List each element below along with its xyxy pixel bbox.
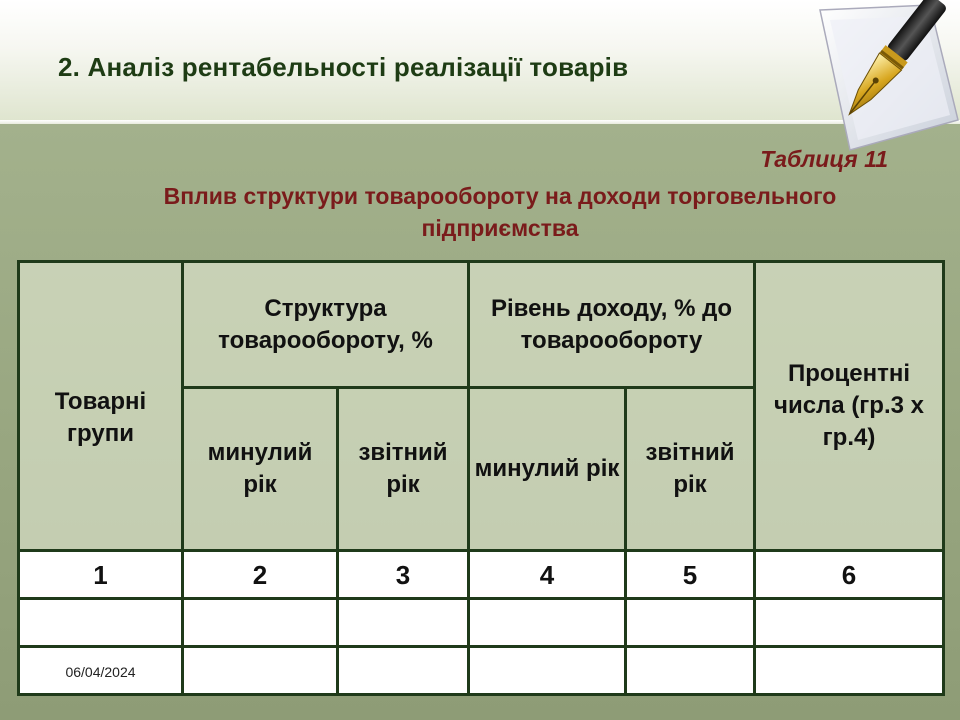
column-number-6: 6 xyxy=(755,551,944,599)
table-cell xyxy=(338,599,469,647)
slide-date: 06/04/2024 xyxy=(65,663,136,680)
table-cell xyxy=(338,647,469,695)
table-row xyxy=(19,647,944,695)
data-table xyxy=(17,260,945,696)
table-cell xyxy=(469,599,626,647)
table-caption-line2: підприємства xyxy=(421,215,579,241)
table-cell xyxy=(755,647,944,695)
header-income-level: Рівень доходу, % до товарообороту xyxy=(469,262,755,388)
table-cell xyxy=(755,599,944,647)
header-percent-numbers: Процентні числа (гр.3 х гр.4) xyxy=(755,262,944,551)
header-goods-groups: Товарні групи xyxy=(19,262,183,551)
table-cell xyxy=(626,599,755,647)
column-number-4: 4 xyxy=(469,551,626,599)
table-cell xyxy=(183,647,338,695)
table-cell xyxy=(626,647,755,695)
table-row xyxy=(19,599,944,647)
table-cell xyxy=(19,647,183,695)
fountain-pen-icon xyxy=(800,0,960,160)
subheader-previous-year-1: минулий рік xyxy=(183,388,338,551)
column-number-1: 1 xyxy=(19,551,183,599)
slide-title: 2. Аналіз рентабельності реалізації товарів xyxy=(58,52,629,82)
table-cell xyxy=(183,599,338,647)
table-cell xyxy=(469,647,626,695)
table-caption-line1: Вплив структури товарообороту на доходи торговельного xyxy=(163,183,837,209)
column-number-3: 3 xyxy=(338,551,469,599)
subheader-current-year-1: звітний рік xyxy=(338,388,469,551)
subheader-current-year-2: звітний рік xyxy=(626,388,755,551)
header-turnover-structure: Структура товарообороту, % xyxy=(183,262,469,388)
table-cell xyxy=(19,599,183,647)
table-number: Таблиця 11 xyxy=(760,146,888,172)
table-caption xyxy=(40,180,960,244)
column-number-2: 2 xyxy=(183,551,338,599)
subheader-previous-year-2: минулий рік xyxy=(469,388,626,551)
column-number-5: 5 xyxy=(626,551,755,599)
